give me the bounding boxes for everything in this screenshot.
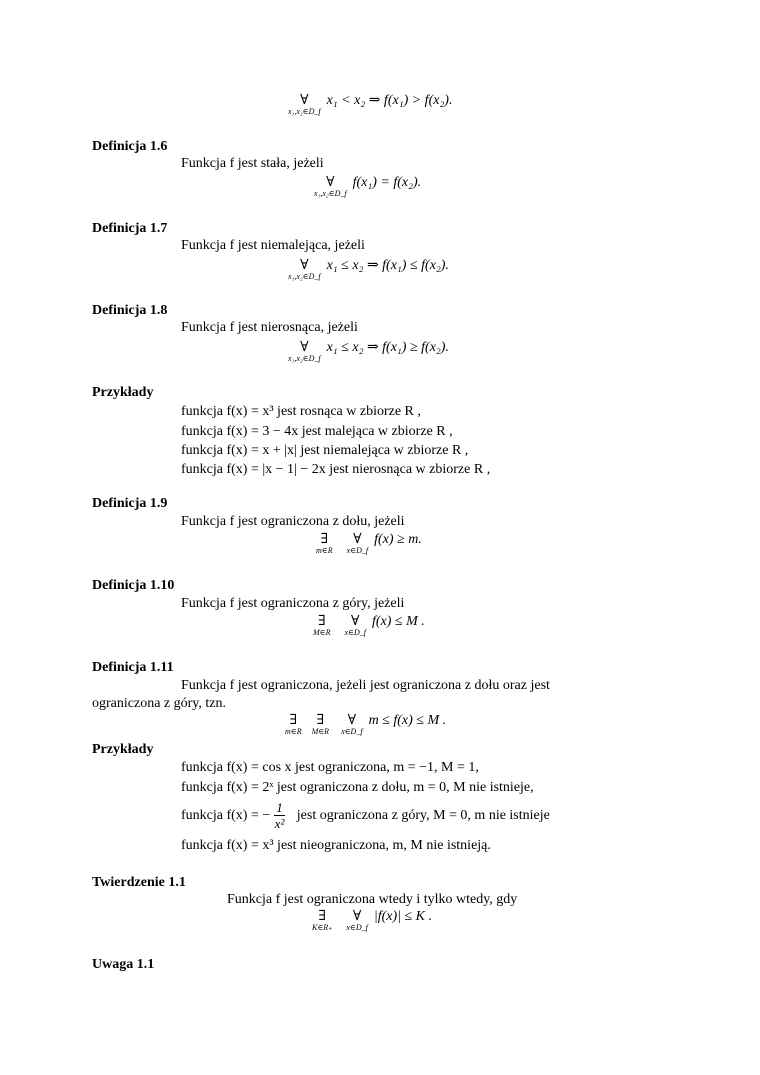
forall-symbol: ∀	[351, 614, 360, 629]
definition-text: Funkcja f jest ograniczona z dołu, jeżeli	[181, 514, 405, 529]
definition-text: Funkcja f jest ograniczona, jeżeli jest ograniczona z dołu oraz jest	[181, 678, 550, 693]
formula-expression: |f(x)| ≤ K .	[373, 909, 433, 924]
formula-expression: x₁ < x₂ ⇒ f(x₁) > f(x₂).	[326, 93, 453, 108]
definition-heading: Definicja 1.9	[92, 496, 168, 511]
definition-heading: Definicja 1.10	[92, 578, 175, 593]
definition-text: ograniczona z góry, tzn.	[92, 696, 226, 711]
exists-symbol: ∃	[320, 532, 329, 547]
quantifier-subscript: x₁,x₂∈D_f	[314, 189, 347, 198]
forall-symbol: ∀	[300, 340, 309, 355]
example-line: funkcja f(x) = x³ jest rosnąca w zbiorze R ,	[181, 404, 421, 419]
quantifier-subscript: K∈R₊	[312, 923, 333, 932]
example-line: funkcja f(x) = 2ˣ jest ograniczona z dołu, m = 0, M nie istnieje,	[181, 780, 534, 795]
quantifier-subscript: m∈R	[316, 546, 333, 555]
forall-symbol: ∀	[326, 175, 335, 190]
exists-symbol: ∃	[289, 713, 298, 728]
definition-formula	[314, 175, 421, 198]
quantifier-subscript: x∈D_f	[344, 628, 366, 637]
quantifier-subscript: m∈R	[285, 727, 302, 736]
definition-formula	[288, 257, 449, 281]
example-line: funkcja f(x) = |x − 1| − 2x jest nierosnąca w zbiorze R ,	[181, 462, 491, 477]
quantifier-subscript: M∈R	[311, 727, 330, 736]
example-line: funkcja f(x) = 3 − 4x jest malejąca w zbiorze R ,	[181, 424, 453, 439]
quantifier-subscript: x₁,x₂∈D_f	[288, 354, 321, 363]
example-line: funkcja f(x) = x + |x| jest niemalejąca w zbiorze R ,	[181, 443, 469, 458]
quantifier-subscript: x∈D_f	[341, 727, 363, 736]
example-line-end: jest ograniczona z góry, M = 0, m nie istnieje	[296, 807, 550, 823]
example-line: funkcja f(x) = x³ jest nieograniczona, m, M nie istnieją.	[181, 838, 491, 853]
quantifier-subscript: x∈D_f	[346, 923, 368, 932]
forall-symbol: ∀	[352, 909, 362, 924]
forall-symbol: ∀	[300, 93, 309, 108]
formula-expression: x₁ ≤ x₂ ⇒ f(x₁) ≤ f(x₂).	[326, 258, 449, 273]
definition-text: Funkcja f jest ograniczona z góry, jeżeli	[181, 596, 405, 611]
theorem-formula	[312, 909, 432, 932]
quantifier-subscript: x₁,x₂∈D_f	[288, 107, 321, 116]
definition-text: Funkcja f jest nierosnąca, jeżeli	[181, 320, 358, 335]
examples-heading: Przykłady	[92, 385, 154, 400]
top-formula	[288, 92, 452, 116]
quantifier-subscript: M∈R	[313, 628, 331, 637]
formula-expression: x₁ ≤ x₂ ⇒ f(x₁) ≥ f(x₂).	[326, 340, 449, 355]
forall-symbol: ∀	[347, 713, 357, 728]
theorem-heading: Twierdzenie 1.1	[92, 875, 186, 890]
fraction-denominator: x²	[274, 816, 285, 831]
forall-symbol: ∀	[353, 532, 362, 547]
example-line: funkcja f(x) = cos x jest ograniczona, m = −1, M = 1,	[181, 760, 479, 775]
definition-formula	[288, 339, 449, 363]
definition-formula	[313, 614, 425, 637]
formula-expression: f(x₁) = f(x₂).	[352, 175, 422, 190]
forall-symbol: ∀	[300, 258, 309, 273]
formula-expression: m ≤ f(x) ≤ M .	[368, 713, 447, 728]
formula-expression: f(x) ≥ m.	[374, 532, 422, 547]
exists-symbol: ∃	[318, 909, 326, 924]
definition-heading: Definicja 1.7	[92, 221, 168, 236]
fraction	[274, 800, 285, 831]
definition-text: Funkcja f jest stała, jeżeli	[181, 156, 324, 171]
definition-text: Funkcja f jest niemalejąca, jeżeli	[181, 238, 365, 253]
definition-formula	[285, 713, 446, 736]
quantifier-subscript: x₁,x₂∈D_f	[288, 272, 321, 281]
fraction-numerator: 1	[276, 800, 283, 815]
example-line-start: funkcja f(x) = −	[181, 807, 271, 823]
definition-heading: Definicja 1.6	[92, 139, 168, 154]
definition-formula	[316, 532, 422, 555]
examples-heading: Przykłady	[92, 742, 154, 757]
definition-heading: Definicja 1.8	[92, 303, 168, 318]
remark-heading: Uwaga 1.1	[92, 957, 155, 972]
formula-expression: f(x) ≤ M .	[371, 614, 425, 629]
definition-heading: Definicja 1.11	[92, 660, 174, 675]
theorem-text: Funkcja f jest ograniczona wtedy i tylko wtedy, gdy	[227, 892, 518, 907]
quantifier-subscript: x∈D_f	[346, 546, 369, 555]
example-line	[181, 800, 550, 831]
exists-symbol: ∃	[317, 614, 326, 629]
exists-symbol: ∃	[316, 713, 325, 728]
